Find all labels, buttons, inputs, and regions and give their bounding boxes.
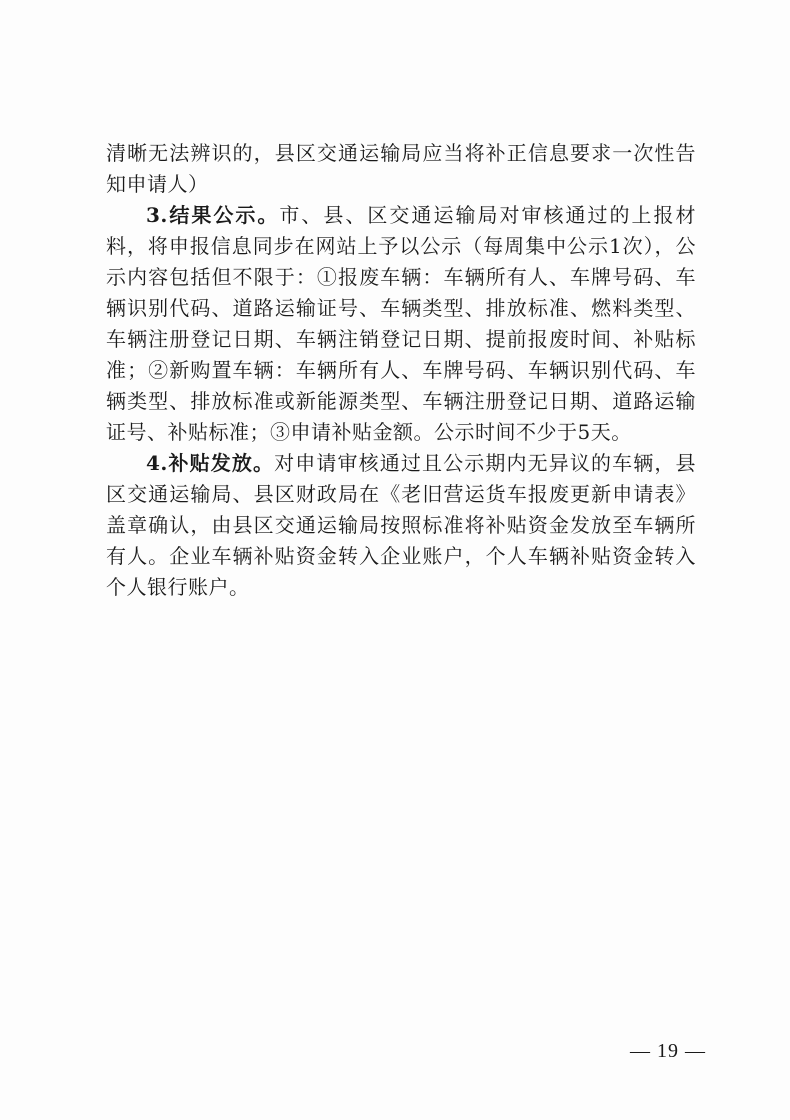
paragraph-heading: 3.结果公示。	[146, 203, 280, 227]
document-body	[106, 138, 696, 603]
paragraph-continuation	[106, 138, 696, 200]
paragraph-text: 清晰无法辨识的，县区交通运输局应当将补正信息要求一次性告知申请人）	[106, 141, 696, 196]
paragraph-result-publicity	[106, 200, 696, 448]
paragraph-text: 市、县、区交通运输局对审核通过的上报材料，将申报信息同步在网站上予以公示（每周集中公示1次），公示内容包括但不限于：①报废车辆：车辆所有人、车牌号码、车辆识别代码、道路运输证号、车辆类型、排放标准、燃料类型、车辆注册登记日期、车辆注销登记日期、提前报废时间、补贴标准；②新购置车辆：车辆所有人、车牌号码、车辆识别代码、车辆类型、排放标准或新能源类型、车辆注册登记日期、道路运输证号、补贴标准；③申请补贴金额。公示时间不少于5天。	[106, 203, 696, 444]
paragraph-text: 对申请审核通过且公示期内无异议的车辆，县区交通运输局、县区财政局在《老旧营运货车报废更新申请表》盖章确认，由县区交通运输局按照标准将补贴资金发放至车辆所有人。企业车辆补贴资金转入企业账户，个人车辆补贴资金转入个人银行账户。	[106, 451, 697, 599]
page-number: — 19 —	[630, 1040, 706, 1062]
paragraph-subsidy-payment	[106, 448, 696, 603]
paragraph-heading: 4.补贴发放。	[146, 451, 275, 475]
